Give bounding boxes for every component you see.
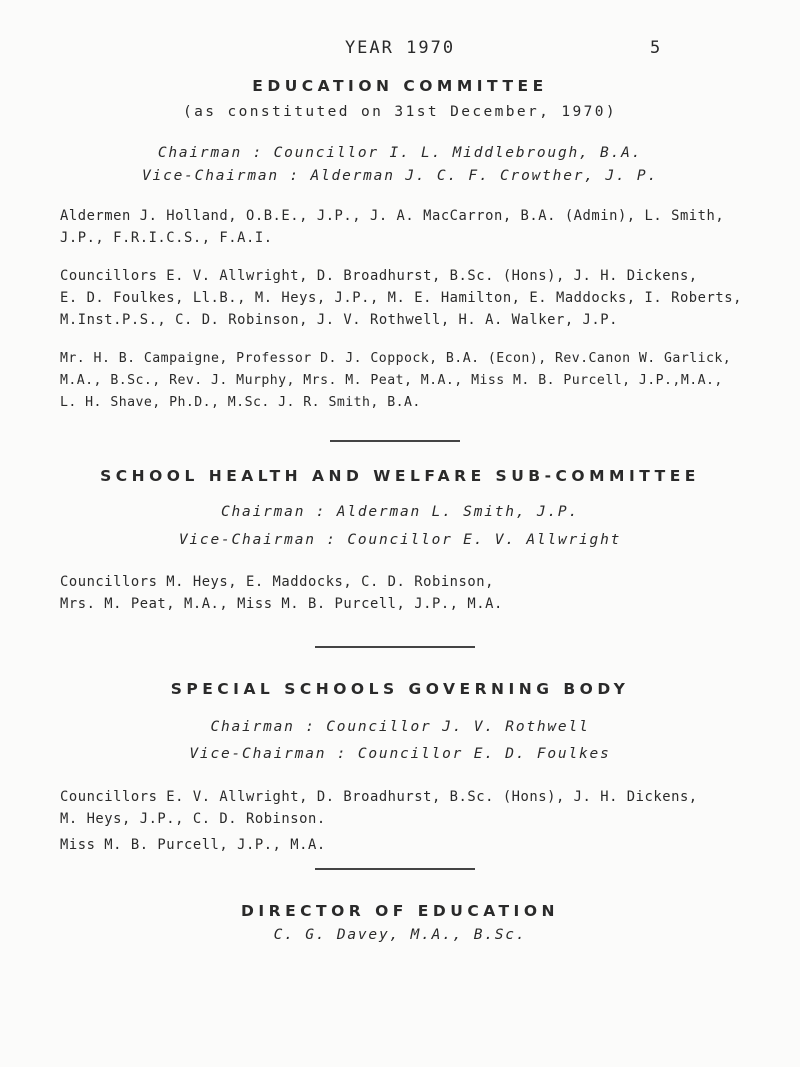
page-number: 5 xyxy=(650,38,661,58)
education-committee-members xyxy=(60,348,732,414)
school-health-title: SCHOOL HEALTH AND WELFARE SUB-COMMITTEE xyxy=(100,467,700,485)
members-line: Mr. H. B. Campaigne, Professor D. J. Coppock, B.A. (Econ), Rev.Canon W. Garlick, xyxy=(60,351,732,366)
section-divider xyxy=(315,646,475,648)
members-line: Councillors M. Heys, E. Maddocks, C. D. Robinson, xyxy=(60,574,494,590)
members-line: M. Heys, J.P., C. D. Robinson. xyxy=(60,811,326,827)
education-committee-title: EDUCATION COMMITTEE xyxy=(252,77,548,95)
section-divider xyxy=(315,868,475,870)
section-divider xyxy=(330,440,460,442)
councillors-line: Councillors E. V. Allwright, D. Broadhurst, B.Sc. (Hons), J. H. Dickens, xyxy=(60,268,698,284)
special-schools-chairman: Chairman : Councillor J. V. Rothwell xyxy=(210,719,590,735)
councillors-line: E. D. Foulkes, Ll.B., M. Heys, J.P., M. E. Hamilton, E. Maddocks, I. Roberts, xyxy=(60,290,742,306)
education-committee-chairman: Chairman : Councillor I. L. Middlebrough, B.A. xyxy=(157,145,643,161)
special-schools-members xyxy=(60,786,700,856)
special-schools-title: SPECIAL SCHOOLS GOVERNING BODY xyxy=(170,680,630,698)
members-line: L. H. Shave, Ph.D., M.Sc. J. R. Smith, B.A. xyxy=(60,395,421,410)
school-health-members xyxy=(60,571,700,615)
members-line: M.A., B.Sc., Rev. J. Murphy, Mrs. M. Peat, M.A., Miss M. B. Purcell, J.P.,M.A., xyxy=(60,373,723,388)
page-year: YEAR 1970 xyxy=(344,38,456,58)
school-health-vice-chairman: Vice-Chairman : Councillor E. V. Allwright xyxy=(178,532,622,548)
members-line: Miss M. B. Purcell, J.P., M.A. xyxy=(60,837,326,853)
councillors-line: M.Inst.P.S., C. D. Robinson, J. V. Rothwell, H. A. Walker, J.P. xyxy=(60,312,618,328)
director-title: DIRECTOR OF EDUCATION xyxy=(241,902,559,920)
members-line: Mrs. M. Peat, M.A., Miss M. B. Purcell, J.P., M.A. xyxy=(60,596,503,612)
education-committee-constituted: (as constituted on 31st December, 1970) xyxy=(182,104,618,120)
special-schools-vice-chairman: Vice-Chairman : Councillor E. D. Foulkes xyxy=(189,746,611,762)
aldermen-line: Aldermen J. Holland, O.B.E., J.P., J. A. MacCarron, B.A. (Admin), L. Smith, xyxy=(60,208,725,224)
members-line: Councillors E. V. Allwright, D. Broadhurst, B.Sc. (Hons), J. H. Dickens, xyxy=(60,789,698,805)
education-committee-aldermen xyxy=(60,205,725,249)
school-health-chairman: Chairman : Alderman L. Smith, J.P. xyxy=(220,504,579,520)
aldermen-line: J.P., F.R.I.C.S., F.A.I. xyxy=(60,230,273,246)
education-committee-councillors xyxy=(60,265,742,331)
education-committee-vice-chairman: Vice-Chairman : Alderman J. C. F. Crowther, J. P. xyxy=(142,168,658,184)
director-name: C. G. Davey, M.A., B.Sc. xyxy=(273,927,527,943)
